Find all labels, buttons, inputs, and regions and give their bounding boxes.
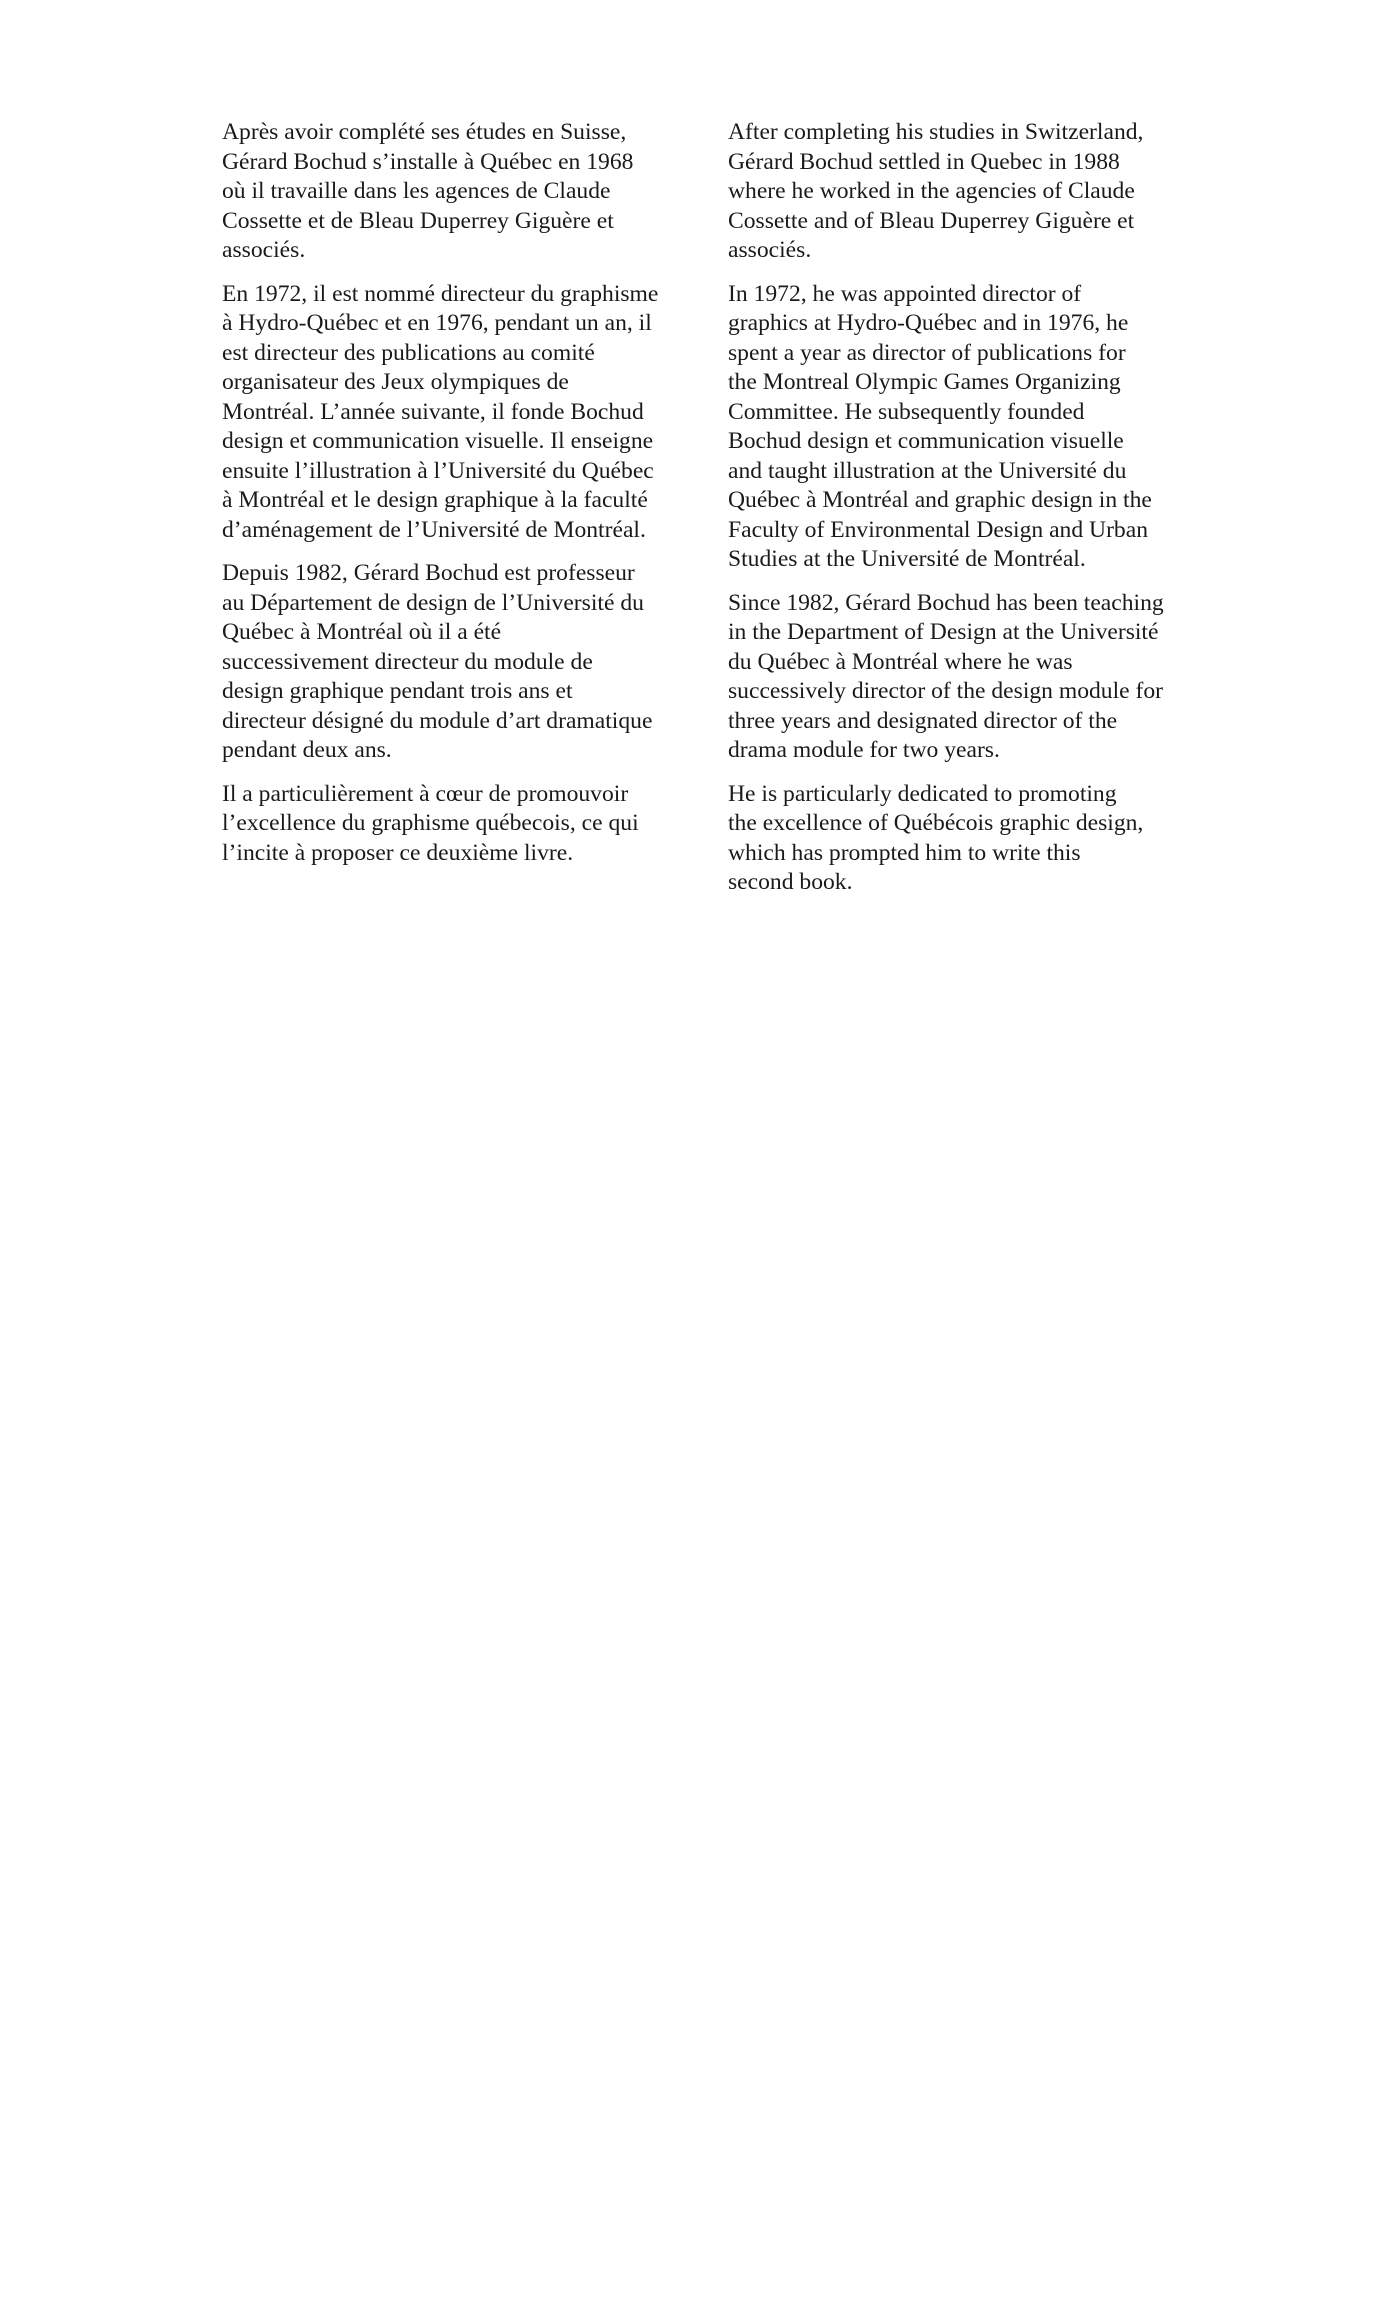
french-paragraph-2: En 1972, il est nommé directeur du graphisme à Hydro-Québec et en 1976, pendant un an, il est directeur des publications au comité organisateur des Jeux olympiques de Montréal. L’année suivante, il fonde Bochud design et communication visuelle. Il enseigne ensuite l’illustration à l’Université du Québec à Montréal et le design graphique à la faculté d’aménagement de l’Université de Montréal.	[222, 280, 659, 543]
french-paragraph-4: Il a particulièrement à cœur de promouvoir l’excellence du graphisme québecois, ce qui l’incite à proposer ce deuxième livre.	[222, 780, 639, 866]
english-paragraph-3: Since 1982, Gérard Bochud has been teaching in the Department of Design at the Université du Québec à Montréal where he was successively director of the design module for three years and designated director of the drama module for two years.	[728, 589, 1164, 763]
french-paragraph-3: Depuis 1982, Gérard Bochud est professeur au Département de design de l’Université du Québec à Montréal où il a été successivement directeur du module de design graphique pendant trois ans et directeur désigné du module d’art dramatique pendant deux ans.	[222, 560, 653, 763]
english-paragraph-4: He is particularly dedicated to promoting the excellence of Québécois graphic design, which has prompted him to write this second book.	[728, 780, 1144, 895]
french-paragraph-1: Après avoir complété ses études en Suisse, Gérard Bochud s’installe à Québec en 1968 où il travaille dans les agences de Claude Cossette et de Bleau Duperrey Giguère et associés.	[222, 119, 634, 263]
english-paragraph-2: In 1972, he was appointed director of graphics at Hydro-Québec and in 1976, he spent a year as director of publications for the Montreal Olympic Games Organizing Committee. He subsequently founded Bochud design et communication visuelle and taught illustration at the Université du Québec à Montréal and graphic design in the Faculty of Environmental Design and Urban Studies at the Université de Montréal.	[728, 280, 1152, 572]
english-paragraph-1: After completing his studies in Switzerland, Gérard Bochud settled in Quebec in 1988 where he worked in the agencies of Claude Cossette and of Bleau Duperrey Giguère et associés.	[728, 119, 1144, 263]
english-text-column	[728, 118, 1218, 912]
french-text-column	[222, 118, 712, 882]
